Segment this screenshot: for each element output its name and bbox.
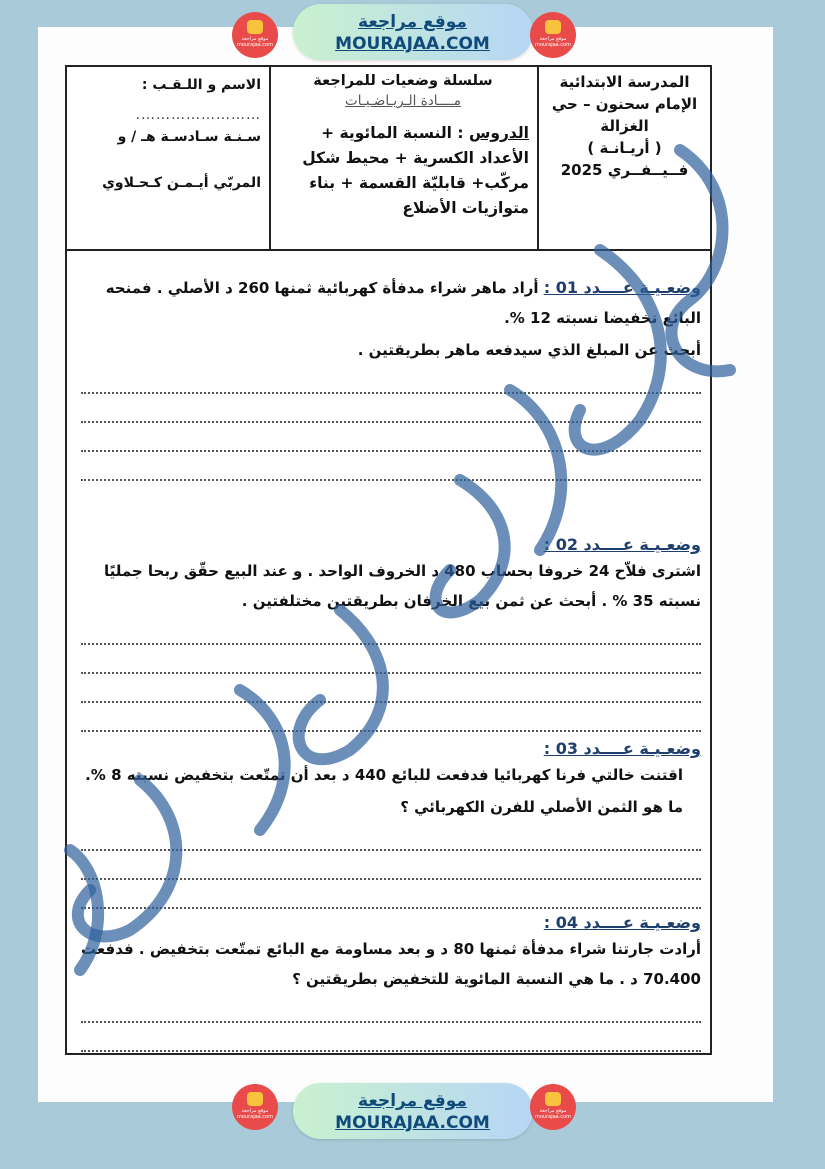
situation-3-text: اقتنت خالتي فرنا كهربائيا فدفعت للبائع 440 د بعد أن تمتّعت بتخفيض نسبته 8 %. (85, 766, 683, 784)
lessons-label: الدروس (468, 124, 529, 142)
name-label: الاسم و اللـقـب : (141, 77, 261, 93)
answer-line[interactable] (81, 703, 701, 732)
situation-1 (81, 271, 701, 481)
subject-name: مــــادة الـريـاضـيـات (345, 93, 461, 109)
answer-line[interactable] (81, 616, 701, 645)
lessons-text (277, 121, 529, 221)
situation-4-text: أرادت جارتنا شراء مدفأة ثمنها 80 د و بعد مساومة مع البائع تمتّعت بتخفيض . فدفعت 70.400 د . ما هي النسبة المائوية للتخفيض بطريقتين ؟ (81, 940, 701, 988)
school-line-2: الإمام سحنون – حي (551, 95, 698, 113)
worksheet-frame (65, 65, 712, 1055)
school-cell (539, 67, 710, 249)
answer-line[interactable] (81, 880, 701, 909)
situation-3-title: وضعـيـة عــــدد 03 : (543, 739, 701, 758)
school-line-4: ( أريـانـة ) (587, 139, 662, 157)
answer-line[interactable] (81, 674, 701, 703)
school-date: فــيــفــري 2025 (560, 161, 689, 179)
situation-2-text: اشترى فلاّح 24 خروفا بحساب 480 د الخروف الواحد . و عند البيع حقّق ربحا جمليًا نسبته 35 % . أبحث عن ثمن بيع الخرفان بطريقتين مختلفتين . (103, 562, 701, 610)
site-arabic-name[interactable]: موقع مراجعة (358, 1091, 467, 1111)
school-line-3: الغزالة (600, 117, 649, 135)
answer-line[interactable] (81, 452, 701, 481)
answer-line[interactable] (81, 645, 701, 674)
answer-line[interactable] (81, 1023, 701, 1052)
worksheet-header (67, 67, 710, 251)
situation-1-text: وضعـيـة عــــدد 01 : أراد ماهر شراء مدفأة كهربائية ثمنها 260 د الأصلي . فمنحه البائع تخفيضا نسبته 12 %. (105, 278, 701, 327)
situation-3-question: ما هو الثمن الأصلي للفرن الكهربائي ؟ (400, 798, 683, 816)
answer-line[interactable] (81, 423, 701, 452)
student-info-cell (67, 67, 271, 249)
series-title: سلسلة وضعيات للمراجعة (313, 73, 493, 89)
site-logo-left-top[interactable]: موقع مراجعة mourajaa.com (232, 12, 278, 58)
situation-2-title: وضعـيـة عــــدد 02 : (543, 535, 701, 554)
situation-1-title: وضعـيـة عــــدد 01 : (543, 278, 701, 297)
situation-2 (81, 535, 701, 732)
situation-4 (81, 913, 701, 1052)
answer-line[interactable] (81, 365, 701, 394)
site-logo-right-bottom[interactable]: موقع مراجعة mourajaa.com (530, 1084, 576, 1130)
school-line-1: المدرسة الابتدائية (559, 73, 690, 91)
site-latin-name[interactable]: MOURAJAA.COM (335, 1113, 490, 1133)
site-logo-right-top[interactable]: موقع مراجعة mourajaa.com (530, 12, 576, 58)
site-arabic-name[interactable]: موقع مراجعة (358, 12, 467, 32)
site-latin-name[interactable]: MOURAJAA.COM (335, 34, 490, 54)
situation-1-question: أبحث عن المبلغ الذي سيدفعه ماهر بطريقتين . (357, 341, 701, 359)
site-logo-left-bottom[interactable]: موقع مراجعة mourajaa.com (232, 1084, 278, 1130)
answer-line[interactable] (81, 394, 701, 423)
name-dots: ……………………. (135, 107, 261, 123)
title-cell (271, 67, 539, 249)
answer-line[interactable] (81, 822, 701, 851)
teacher-name: المربّي أيـمـن كـحـلاوي (102, 175, 261, 191)
situation-3 (81, 739, 701, 909)
site-banner-top[interactable] (293, 4, 533, 60)
answer-line[interactable] (81, 994, 701, 1023)
site-banner-bottom[interactable] (293, 1083, 533, 1139)
situation-4-title: وضعـيـة عــــدد 04 : (543, 913, 701, 932)
lessons-list: : النسبة المائوية + الأعداد الكسرية + محيط شكل مركّب+ قابليّة القسمة + بناء متوازيات الأضلاع (302, 124, 529, 217)
answer-line[interactable] (81, 851, 701, 880)
level-label: سـنـة سـادسـة هـ / و (117, 129, 261, 145)
